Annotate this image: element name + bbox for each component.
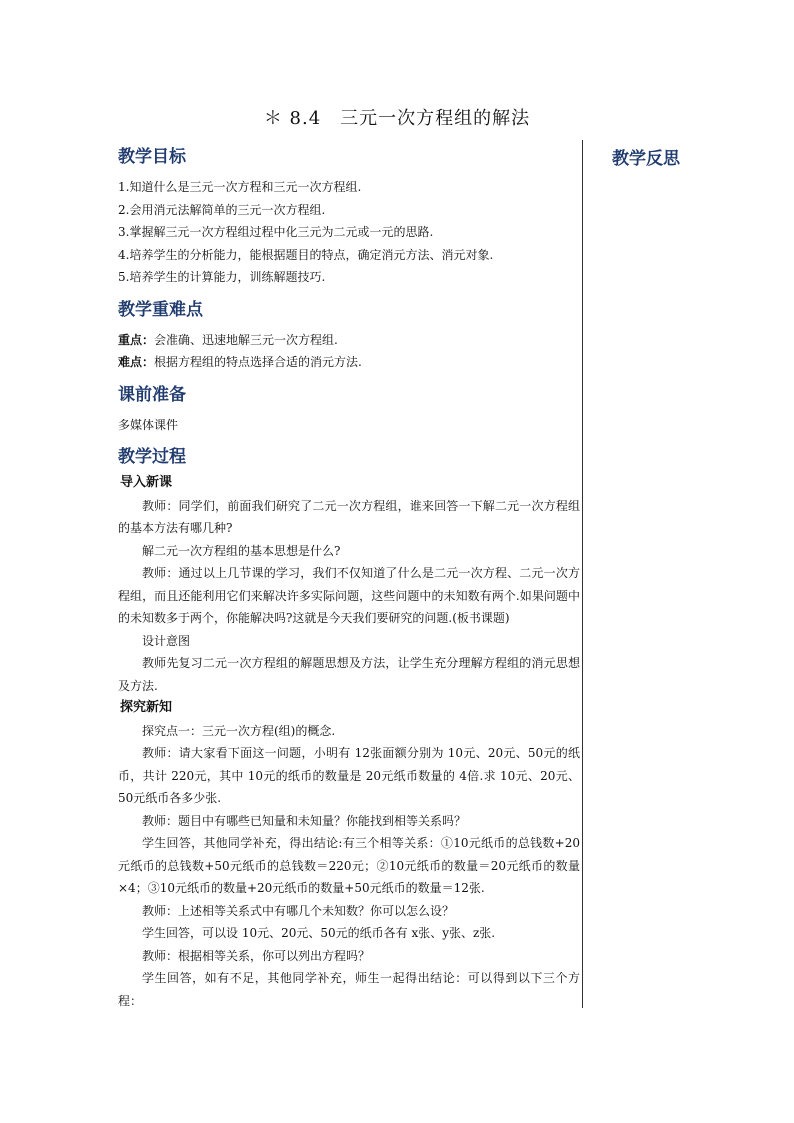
reflection-heading: 教学反思	[612, 149, 680, 169]
intro-heading: 导入新课	[120, 475, 173, 490]
paragraph: 教师：上述相等关系式中有哪几个未知数？你可以怎么设？	[142, 903, 455, 918]
paragraph: 教师：通过以上几节课的学习，我们不仅知道了什么是二元一次方程、二元一次方程组，而且还能利用它们来解决许多实际问题，这些问题中的未知数有两个.如果问题中的未知数多于两个，你能解决吗?这就是今天我们要研究的问题.(板书课题)	[118, 566, 580, 625]
prep-heading: 课前准备	[118, 384, 186, 405]
goals-list	[118, 176, 580, 289]
prep-body	[118, 414, 580, 437]
page-title: ＊ 8.4 三元一次方程组的解法	[263, 108, 531, 129]
paragraph: 解二元一次方程组的基本思想是什么?	[142, 543, 341, 558]
process-section	[118, 442, 580, 1012]
goal-item: 1.知道什么是三元一次方程和三元一次方程组.	[118, 180, 362, 194]
keypoints-heading: 教学重难点	[118, 299, 203, 320]
paragraph: 学生回答，可以设 10元、20元、50元的纸币各有 x张、y张、z张.	[142, 926, 496, 940]
paragraph: 设计意图	[142, 633, 191, 648]
process-heading: 教学过程	[118, 447, 186, 467]
key-point	[118, 329, 580, 352]
goal-item: 2.会用消元法解简单的三元一次方程组.	[118, 202, 326, 217]
goal-item: 5.培养学生的计算能力，训练解题技巧.	[118, 270, 326, 284]
explore-heading: 探究新知	[120, 700, 173, 715]
keypoints-section	[118, 295, 580, 374]
paragraph: 教师：请大家看下面这一问题，小明有 12张面额分别为 10元、20元、50元的纸币，共计 220元，其中 10元的纸币的数量是 20元纸币数量的 4倍.求 10元、20元、50元纸币各多少张.	[118, 746, 580, 805]
paragraph: 学生回答，如有不足，其他同学补充，师生一起得出结论：可以得到以下三个方程：	[118, 971, 580, 1008]
difficult-label: 难点：	[118, 355, 155, 369]
prep-text: 多媒体课件	[118, 417, 179, 432]
paragraph: 探究点一：三元一次方程(组)的概念.	[142, 723, 336, 738]
goal-item: 3.掌握解三元一次方程组过程中化三元为二元或一元的思路.	[118, 225, 434, 239]
prep-section	[118, 380, 580, 437]
key-label: 重点：	[118, 332, 155, 347]
keypoints-list	[118, 329, 580, 374]
goal-item: 4.培养学生的分析能力，能根据题目的特点，确定消元方法、消元对象.	[118, 247, 494, 262]
paragraph: 教师：根据相等关系，你可以列出方程吗？	[142, 948, 371, 963]
goals-section	[118, 142, 580, 289]
paragraph: 教师先复习二元一次方程组的解题思想及方法，让学生充分理解方程组的消元思想及方法.	[118, 656, 580, 693]
difficult-text: 根据方程组的特点选择合适的消元方法.	[154, 355, 362, 369]
paragraph: 教师：同学们，前面我们研究了二元一次方程组，谁来回答一下解二元一次方程组的基本方法有哪几种?	[118, 498, 580, 535]
column-divider	[582, 140, 583, 1008]
paragraph: 学生回答，其他同学补充，得出结论:有三个相等关系：①10元纸币的总钱数+20元纸币的总钱数+50元纸币的总钱数＝220元；②10元纸币的数量＝20元纸币的数量×4；③10元纸币的数量+20元纸币的数量+50元纸币的数量＝12张.	[118, 836, 580, 895]
reflection-column	[612, 144, 762, 174]
main-content	[118, 142, 580, 1012]
key-text: 会准确、迅速地解三元一次方程组.	[154, 332, 338, 347]
goals-heading: 教学目标	[118, 147, 186, 167]
paragraph: 教师：题目中有哪些已知量和未知量？你能找到相等关系吗？	[142, 813, 467, 828]
difficult-point	[118, 351, 580, 374]
